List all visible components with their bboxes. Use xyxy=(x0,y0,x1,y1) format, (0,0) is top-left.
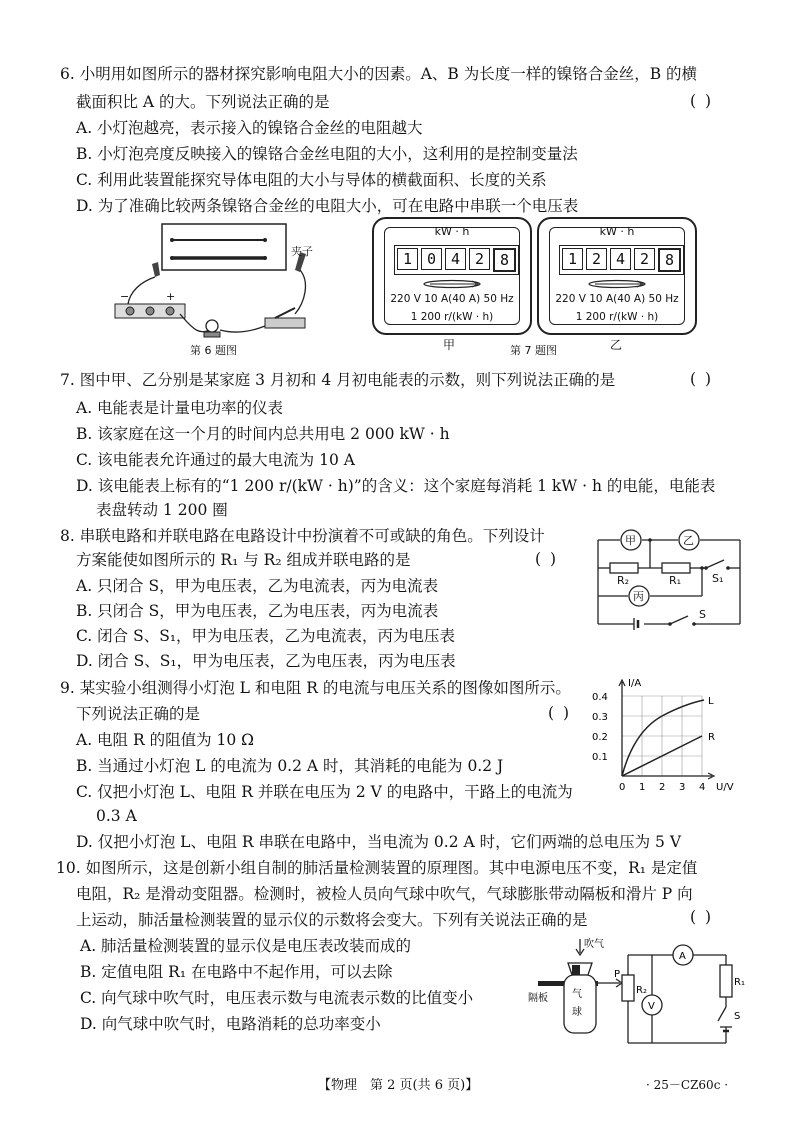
q8-stem-line2: 方案能使如图所示的 R₁ 与 R₂ 组成并联电路的是 xyxy=(76,551,411,569)
q9-stem-line1: 9. 某实验小组测得小灯泡 L 和电阻 R 的电流与电压关系的图像如图所示。 xyxy=(60,679,571,697)
q8-label-r2: R₂ xyxy=(617,574,630,587)
q9-option-a: A. 电阻 R 的阻值为 10 Ω xyxy=(76,731,255,749)
meter-jia-unit: kW · h xyxy=(434,225,470,238)
q8-meter-yi: 乙 xyxy=(683,534,694,547)
q6-stem-line1: 6. 小明用如图所示的器材探究影响电阻大小的因素。A、B 为长度一样的镍铬合金丝，B 的横 xyxy=(60,65,698,83)
q10-stem-line1: 10. 如图所示，这是创新小组自制的肺活量检测装置的原理图。其中电源电压不变，R₁ 是定值 xyxy=(56,859,698,877)
meter-jia-digits xyxy=(394,245,519,275)
graph-xtick: 2 xyxy=(659,782,666,793)
graph-xtick: 4 xyxy=(699,782,706,793)
q6-fig-minus: − xyxy=(120,290,130,303)
q10-ammeter-label: A xyxy=(679,951,686,962)
q9-stem-line2: 下列说法正确的是 xyxy=(76,705,201,723)
q7-answer-paren: ( ) xyxy=(690,370,714,388)
q8-option-d: D. 闭合 S、S₁，甲为电压表，乙为电压表，丙为电压表 xyxy=(76,652,456,670)
q9-option-b: B. 当通过小灯泡 L 的电流为 0.2 A 时，其消耗的电能为 0.2 J xyxy=(76,757,504,775)
q9-answer-paren: ( ) xyxy=(548,704,572,722)
graph-series-label-l: L xyxy=(708,696,714,707)
q10-label-balloon-2: 球 xyxy=(572,1007,582,1018)
q6-fig-clip-label: 夹子 xyxy=(291,245,313,258)
q10-label-p: P xyxy=(614,969,621,980)
q6-fig-plus: + xyxy=(166,290,176,303)
q10-answer-paren: ( ) xyxy=(690,908,714,926)
q10-option-a: A. 肺活量检测装置的显示仪是电压表改装而成的 xyxy=(80,937,412,955)
q10-option-c: C. 向气球中吹气时，电压表示数与电流表示数的比值变小 xyxy=(80,989,474,1007)
q10-label-s: S xyxy=(734,1011,741,1022)
q10-spirometer-figure xyxy=(528,935,758,1053)
q8-option-c: C. 闭合 S、S₁，甲为电压表，乙为电流表，丙为电压表 xyxy=(76,627,456,645)
meter-jia-digit: 1 xyxy=(397,248,418,270)
meter-jia-label: 甲 xyxy=(443,338,456,352)
q10-label-blow: 吹气 xyxy=(584,939,604,950)
q10-option-b: B. 定值电阻 R₁ 在电路中不起作用，可以去除 xyxy=(80,963,393,981)
meter-jia-digit-decimal: 8 xyxy=(493,248,516,272)
meter-yi-digits xyxy=(559,245,684,275)
page-footer-code: · 25－CZ60c · xyxy=(646,1078,729,1092)
q8-label-r1: R₁ xyxy=(669,574,682,587)
q8-stem-line1: 8. 串联电路和并联电路在电路设计中扮演着不可或缺的角色。下列设计 xyxy=(60,527,545,545)
q10-label-partition: 隔板 xyxy=(528,993,548,1004)
q7-option-b: B. 该家庭在这一个月的时间内总共用电 2 000 kW · h xyxy=(76,425,450,443)
q8-label-s1: S₁ xyxy=(712,572,724,585)
electric-meter-yi xyxy=(537,217,697,335)
meter-jia-spec: 220 V 10 A(40 A) 50 Hz xyxy=(390,293,514,305)
q10-voltmeter-label: V xyxy=(648,1001,655,1012)
q9-option-c-line2: 0.3 A xyxy=(96,807,137,825)
q10-label-r1: R₁ xyxy=(734,977,745,988)
graph-series-label-r: R xyxy=(708,732,715,743)
meter-jia-digit: 2 xyxy=(469,248,490,270)
electric-meter-jia xyxy=(372,217,532,335)
q8-meter-bing: 丙 xyxy=(633,590,644,603)
q10-label-r2: R₂ xyxy=(636,985,647,996)
meter-yi-digit: 1 xyxy=(562,248,583,270)
q10-option-d: D. 向气球中吹气时，电路消耗的总功率变小 xyxy=(80,1015,381,1033)
q10-label-balloon-1: 气 xyxy=(572,989,582,1000)
q6-option-a: A. 小灯泡越亮，表示接入的镍铬合金丝的电阻越大 xyxy=(76,119,423,137)
meter-yi-rate: 1 200 r/(kW · h) xyxy=(575,311,659,323)
q8-option-b: B. 只闭合 S，甲为电压表，乙为电压表，丙为电流表 xyxy=(76,602,439,620)
graph-y-axis-label: I/A xyxy=(628,678,642,689)
q8-label-s: S xyxy=(699,608,706,621)
meter-yi-label: 乙 xyxy=(610,338,623,352)
q9-iu-graph xyxy=(592,676,752,796)
page-footer-center: 【物理 第 2 页(共 6 页)】 xyxy=(318,1078,479,1093)
q7-option-d-line1: D. 该电能表上标有的“1 200 r/(kW · h)”的含义：这个家庭每消耗 1 kW · h 的电能，电能表 xyxy=(76,477,716,495)
graph-ytick: 0.4 xyxy=(592,692,608,703)
meter-yi-digit: 2 xyxy=(586,248,607,270)
graph-x-axis-label: U/V xyxy=(716,782,734,793)
q6-option-b: B. 小灯泡亮度反映接入的镍铬合金丝电阻的大小，这利用的是控制变量法 xyxy=(76,145,578,163)
meter-yi-digit-decimal: 8 xyxy=(658,248,681,272)
q8-option-a: A. 只闭合 S，甲为电压表，乙为电流表，丙为电流表 xyxy=(76,577,439,595)
graph-xtick: 0 xyxy=(619,782,626,793)
meter-jia-digit: 0 xyxy=(421,248,442,270)
q7-option-a: A. 电能表是计量电功率的仪表 xyxy=(76,399,284,417)
q8-meter-jia: 甲 xyxy=(625,534,636,547)
meter-jia-digit: 4 xyxy=(445,248,466,270)
q9-option-c-line1: C. 仅把小灯泡 L、电阻 R 并联在电压为 2 V 的电路中，干路上的电流为 xyxy=(76,783,573,801)
q7-stem: 7. 图中甲、乙分别是某家庭 3 月初和 4 月初电能表的示数，则下列说法正确的是 xyxy=(60,371,616,389)
meter-yi-disc-icon xyxy=(587,279,647,289)
q9-option-d: D. 仅把小灯泡 L、电阻 R 串联在电路中，当电流为 0.2 A 时，它们两端的总电压为 5 V xyxy=(76,833,682,851)
meter-jia-rate: 1 200 r/(kW · h) xyxy=(410,311,494,323)
graph-xtick: 3 xyxy=(679,782,686,793)
q8-answer-paren: ( ) xyxy=(535,550,559,568)
q6-option-c: C. 利用此装置能探究导体电阻的大小与导体的横截面积、长度的关系 xyxy=(76,171,547,189)
meter-yi-digit: 4 xyxy=(610,248,631,270)
graph-ytick: 0.1 xyxy=(592,752,608,763)
q10-stem-line3: 上运动，肺活量检测装置的显示仪的示数将会变大。下列有关说法正确的是 xyxy=(76,911,588,929)
graph-xtick: 1 xyxy=(639,782,646,793)
q7-option-d-line2: 表盘转动 1 200 圈 xyxy=(96,501,228,519)
meter-yi-digit: 2 xyxy=(634,248,655,270)
meter-jia-disc-icon xyxy=(422,279,482,289)
q7-option-c: C. 该电能表允许通过的最大电流为 10 A xyxy=(76,451,355,469)
q6-answer-paren: ( ) xyxy=(690,92,714,110)
q6-option-d: D. 为了准确比较两条镍铬合金丝的电阻大小，可在电路中串联一个电压表 xyxy=(76,197,579,215)
graph-ytick: 0.2 xyxy=(592,732,608,743)
q10-stem-line2: 电阻，R₂ 是滑动变阻器。检测时，被检人员向气球中吹气，气球膨胀带动隔板和滑片 P 向 xyxy=(76,885,693,903)
meter-yi-unit: kW · h xyxy=(599,225,635,238)
q7-fig-caption: 第 7 题图 xyxy=(510,344,557,357)
q6-stem-line2: 截面积比 A 的大。下列说法正确的是 xyxy=(76,93,330,111)
meter-yi-spec: 220 V 10 A(40 A) 50 Hz xyxy=(555,293,679,305)
q6-fig-caption: 第 6 题图 xyxy=(190,344,237,357)
graph-ytick: 0.3 xyxy=(592,712,608,723)
